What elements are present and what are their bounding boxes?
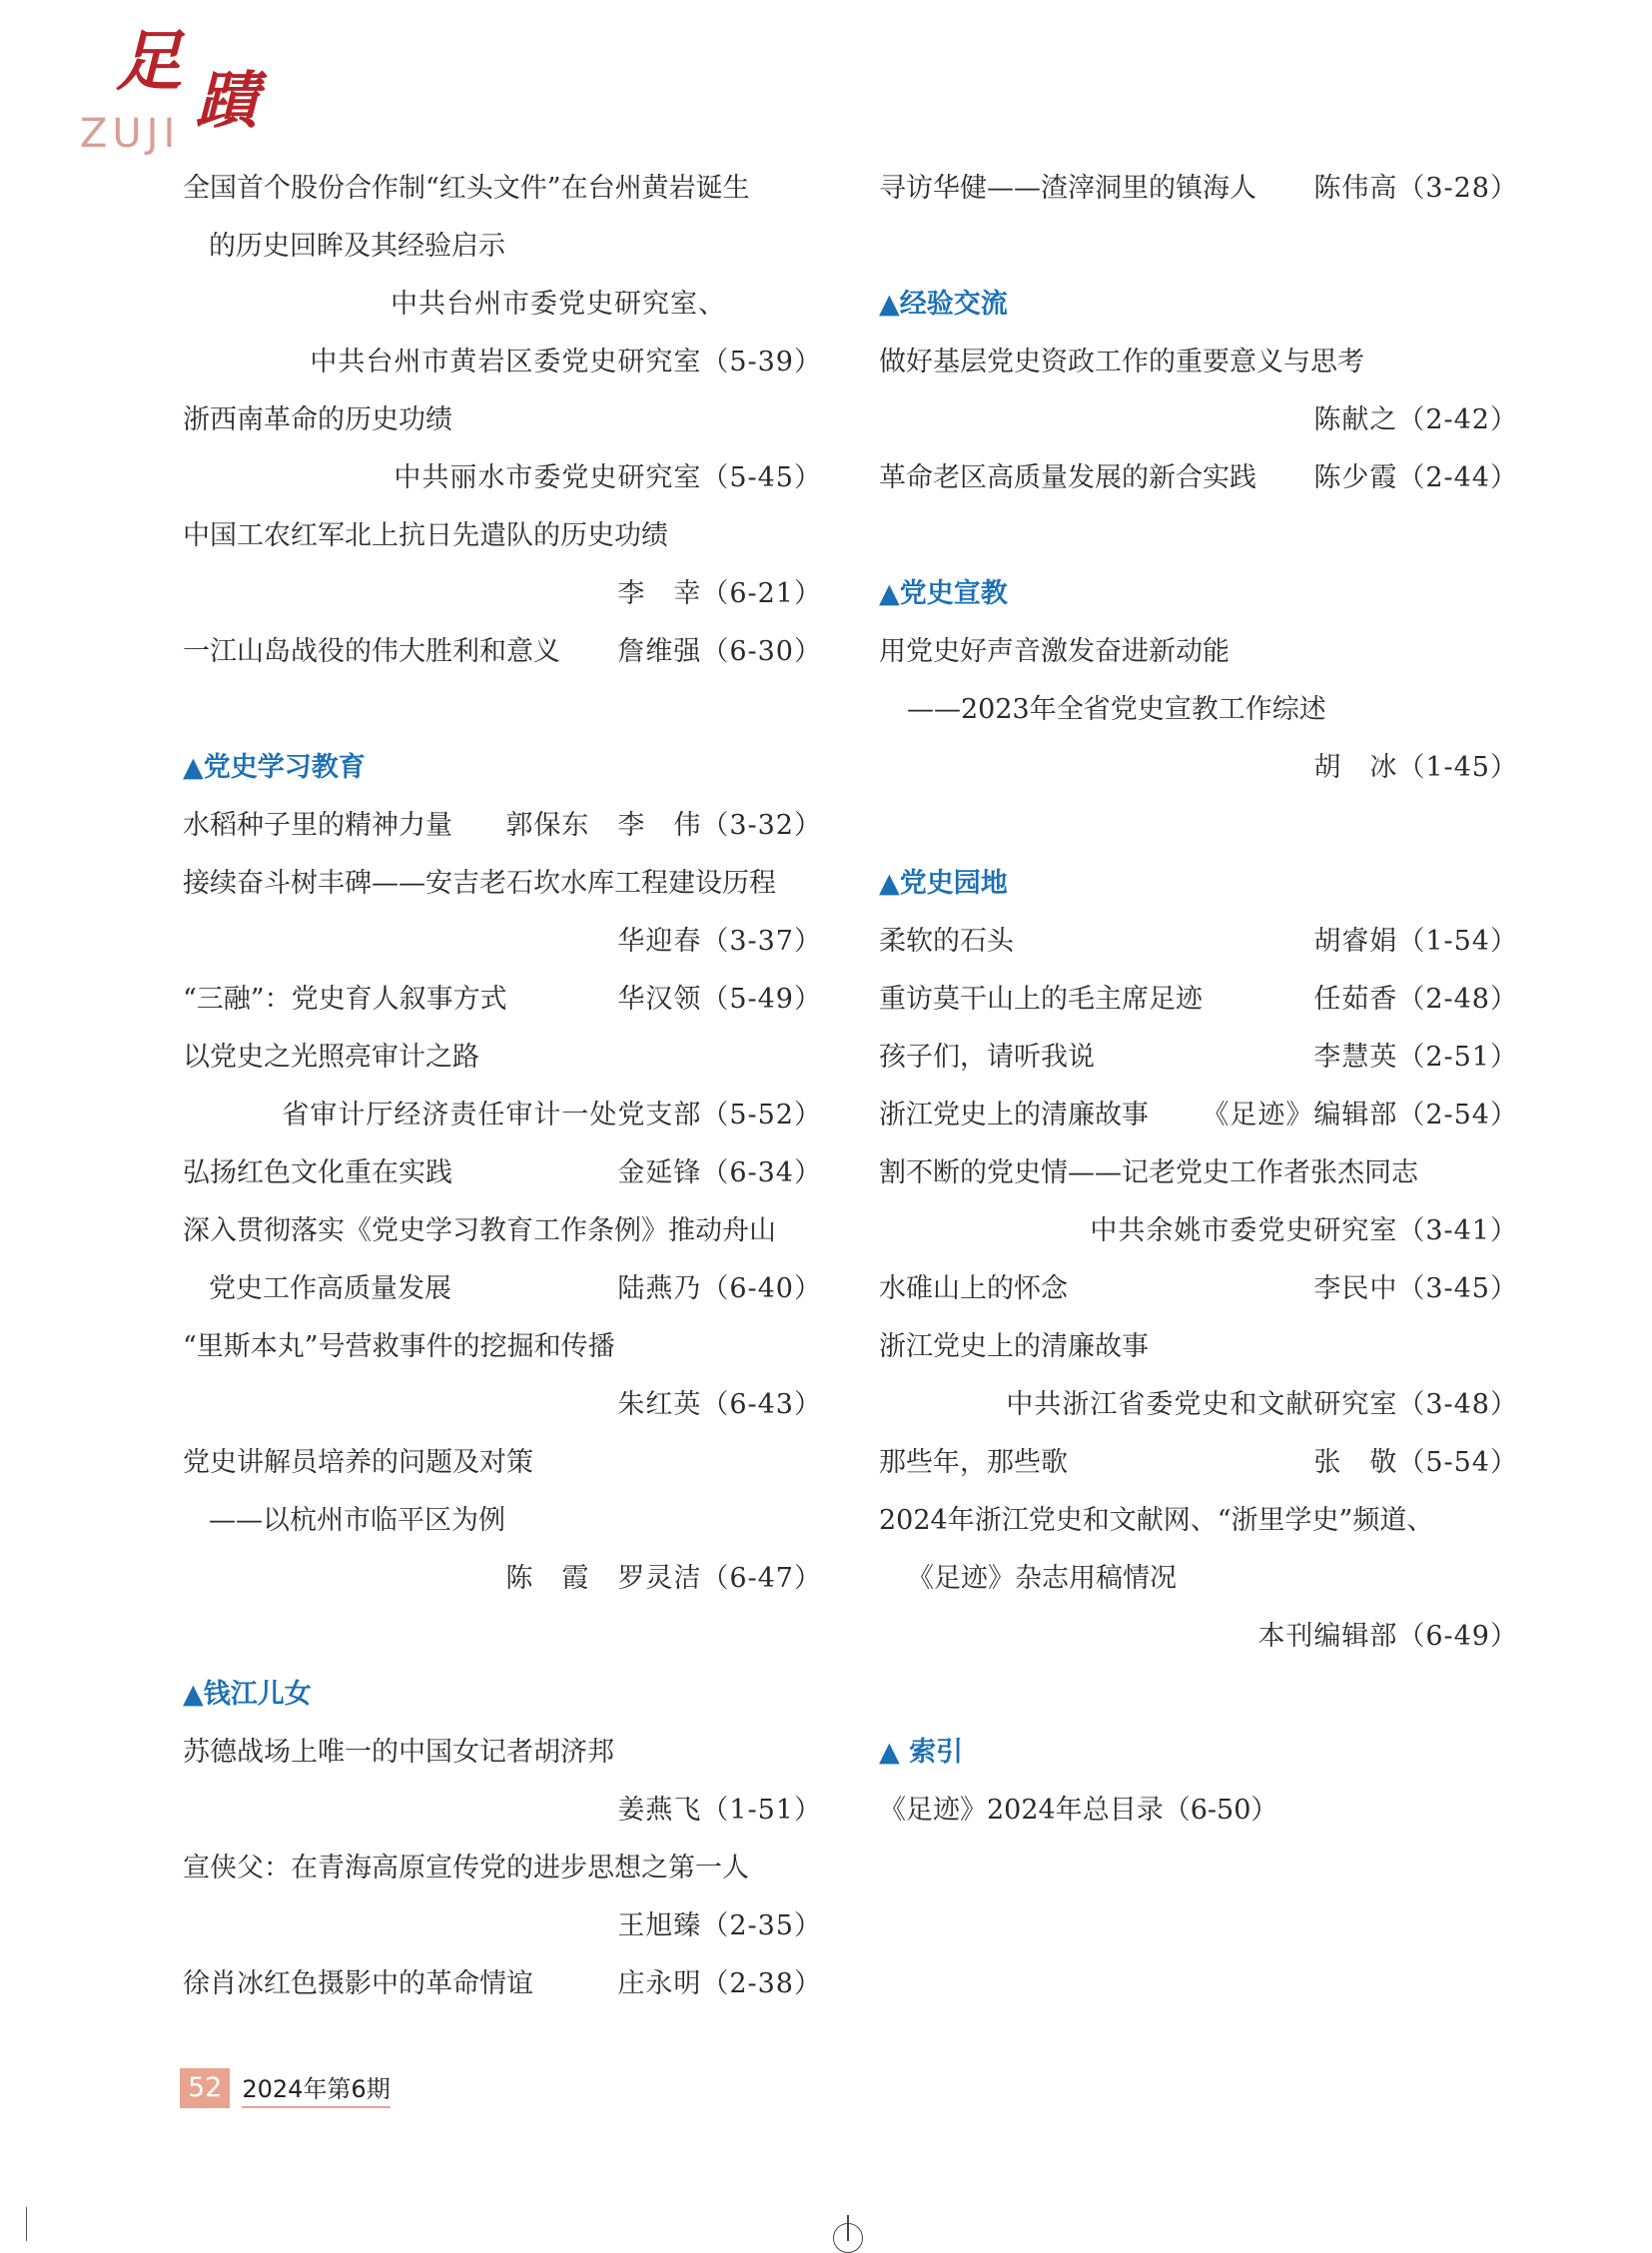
toc-entry bbox=[183, 1202, 822, 1260]
toc-entry bbox=[183, 1724, 822, 1782]
entry-author: 李慧英（2-51） bbox=[1313, 1042, 1518, 1073]
right-column bbox=[879, 160, 1518, 1840]
toc-entry-continued bbox=[183, 1492, 822, 1550]
entry-title: 柔软的石头 bbox=[879, 926, 1014, 957]
toc-entry bbox=[879, 1087, 1518, 1144]
toc-entry bbox=[879, 160, 1518, 218]
toc-author: 中共余姚市委党史研究室（3-41） bbox=[1090, 1215, 1518, 1246]
entry-author: 陆燕乃（6-40） bbox=[617, 1273, 822, 1304]
toc-entry bbox=[183, 160, 822, 218]
entry-title: 宣侠父：在青海高原宣传党的进步思想之第一人 bbox=[183, 1853, 749, 1883]
toc-entry bbox=[879, 1260, 1518, 1318]
toc-author: 王旭臻（2-35） bbox=[617, 1910, 822, 1941]
toc-entry bbox=[879, 1144, 1518, 1202]
entry-title: 水稻种子里的精神力量 bbox=[183, 810, 452, 841]
toc-author: 中共丽水市委党史研究室（5-45） bbox=[394, 462, 822, 493]
section-heading: ▲钱江儿女 bbox=[183, 1679, 312, 1710]
entry-title: “里斯本丸”号营救事件的挖掘和传播 bbox=[183, 1331, 615, 1362]
toc-author: 中共台州市委党史研究室、 bbox=[391, 289, 726, 320]
toc-author: 本刊编辑部（6-49） bbox=[1257, 1621, 1518, 1652]
toc-entry bbox=[879, 1492, 1518, 1550]
entry-author: 金延锋（6-34） bbox=[617, 1157, 822, 1188]
toc-author: 中共浙江省委党史和文献研究室（3-48） bbox=[1006, 1389, 1518, 1420]
entry-title: 2024年浙江党史和文献网、“浙里学史”频道、 bbox=[879, 1505, 1434, 1536]
toc-author: 姜燕飞（1-51） bbox=[617, 1795, 822, 1826]
toc-entry-continued bbox=[879, 681, 1518, 739]
entry-author: 胡睿娟（1-54） bbox=[1313, 926, 1518, 957]
entry-title-line2: 的历史回眸及其经验启示 bbox=[209, 231, 505, 262]
entry-title: 接续奋斗树丰碑——安吉老石坎水库工程建设历程 bbox=[183, 868, 776, 899]
entry-author: 《足迹》编辑部（2-54） bbox=[1202, 1100, 1518, 1130]
toc-entry bbox=[183, 797, 822, 855]
logo-char-2: 蹟 bbox=[196, 64, 259, 137]
toc-author: 省审计厅经济责任审计一处党支部（5-52） bbox=[282, 1100, 822, 1130]
entry-title: 割不断的党史情——记老党史工作者张杰同志 bbox=[879, 1157, 1418, 1188]
entry-author: 张 敬（5-54） bbox=[1313, 1447, 1518, 1478]
toc-entry bbox=[879, 1434, 1518, 1492]
entry-author: 陈伟高（3-28） bbox=[1313, 173, 1518, 204]
toc-entry-continued bbox=[183, 218, 822, 276]
entry-title: 那些年，那些歌 bbox=[879, 1447, 1068, 1478]
section-heading: ▲ 索引 bbox=[879, 1737, 964, 1768]
entry-title-line2: 党史工作高质量发展 bbox=[209, 1273, 451, 1304]
toc-entry bbox=[183, 971, 822, 1029]
page-footer bbox=[180, 2066, 391, 2110]
entry-title: 用党史好声音激发奋进新动能 bbox=[879, 636, 1230, 667]
toc-author: 胡 冰（1-45） bbox=[1313, 752, 1518, 783]
entry-author: 任茹香（2-48） bbox=[1313, 984, 1518, 1015]
entry-title: “三融”：党史育人叙事方式 bbox=[183, 984, 507, 1015]
entry-title: 浙江党史上的清廉故事 bbox=[879, 1331, 1149, 1362]
entry-title: 中国工农红军北上抗日先遣队的历史功绩 bbox=[183, 520, 668, 551]
toc-entry bbox=[183, 623, 822, 681]
entry-title: 徐肖冰红色摄影中的革命情谊 bbox=[183, 1968, 533, 1999]
entry-title: 党史讲解员培养的问题及对策 bbox=[183, 1447, 533, 1478]
toc-author: 李 幸（6-21） bbox=[617, 578, 822, 609]
entry-title: 弘扬红色文化重在实践 bbox=[183, 1157, 452, 1188]
issue-label: 2024年第6期 bbox=[242, 2069, 390, 2108]
toc-entry bbox=[879, 1318, 1518, 1376]
entry-author: 詹维强（6-30） bbox=[617, 636, 822, 667]
entry-title: 革命老区高质量发展的新合实践 bbox=[879, 462, 1256, 493]
toc-entry bbox=[183, 1434, 822, 1492]
entry-author: 华汉领（5-49） bbox=[617, 984, 822, 1015]
toc-entry bbox=[879, 1782, 1518, 1840]
toc-author: 中共台州市黄岩区委党史研究室（5-39） bbox=[310, 347, 822, 377]
toc-author: 华迎春（3-37） bbox=[617, 926, 822, 957]
left-column bbox=[183, 160, 822, 2013]
magazine-logo bbox=[78, 22, 278, 158]
toc-entry bbox=[879, 623, 1518, 681]
toc-entry bbox=[879, 1029, 1518, 1087]
toc-entry bbox=[183, 1840, 822, 1897]
toc-entry bbox=[879, 334, 1518, 391]
section-heading: ▲党史宣教 bbox=[879, 578, 1008, 609]
entry-title: 重访莫干山上的毛主席足迹 bbox=[879, 984, 1203, 1015]
entry-title: 水碓山上的怀念 bbox=[879, 1273, 1068, 1304]
toc-entry-continued bbox=[879, 1550, 1518, 1608]
entry-title-line2: ——2023年全省党史宣教工作综述 bbox=[907, 694, 1326, 725]
entry-title: 全国首个股份合作制“红头文件”在台州黄岩诞生 bbox=[183, 173, 750, 204]
entry-title: 《足迹》2024年总目录（6-50） bbox=[879, 1795, 1278, 1826]
entry-author: 庄永明（2-38） bbox=[617, 1968, 822, 1999]
toc-entry-continued bbox=[183, 1260, 822, 1318]
entry-author: 郭保东 李 伟（3-32） bbox=[505, 810, 822, 841]
registration-mark-line bbox=[847, 2215, 849, 2241]
toc-entry bbox=[183, 1955, 822, 2013]
toc-entry bbox=[183, 391, 822, 449]
toc-entry bbox=[879, 971, 1518, 1029]
toc-entry bbox=[879, 913, 1518, 971]
entry-author: 陈少霞（2-44） bbox=[1313, 462, 1518, 493]
entry-title: 浙西南革命的历史功绩 bbox=[183, 404, 452, 435]
toc-author: 陈献之（2-42） bbox=[1313, 404, 1518, 435]
section-heading: ▲党史学习教育 bbox=[183, 752, 366, 783]
toc-entry bbox=[183, 1029, 822, 1087]
toc-author: 陈 霞 罗灵洁（6-47） bbox=[505, 1563, 822, 1594]
toc-entry bbox=[183, 855, 822, 913]
toc-entry bbox=[183, 507, 822, 565]
entry-title-line2: ——以杭州市临平区为例 bbox=[209, 1505, 505, 1536]
toc-entry bbox=[879, 449, 1518, 507]
entry-title: 寻访华健——渣滓洞里的镇海人 bbox=[879, 173, 1256, 204]
entry-title: 做好基层党史资政工作的重要意义与思考 bbox=[879, 347, 1364, 377]
entry-title: 深入贯彻落实《党史学习教育工作条例》推动舟山 bbox=[183, 1215, 776, 1246]
entry-title: 浙江党史上的清廉故事 bbox=[879, 1100, 1149, 1130]
toc-author: 朱红英（6-43） bbox=[617, 1389, 822, 1420]
section-heading: ▲经验交流 bbox=[879, 289, 1008, 320]
page-number: 52 bbox=[180, 2068, 230, 2108]
entry-title: 孩子们，请听我说 bbox=[879, 1042, 1095, 1073]
toc-entry bbox=[183, 1318, 822, 1376]
entry-title-line2: 《足迹》杂志用稿情况 bbox=[907, 1563, 1177, 1594]
logo-latin: ZUJI bbox=[80, 111, 181, 157]
entry-author: 李民中（3-45） bbox=[1313, 1273, 1518, 1304]
entry-title: 以党史之光照亮审计之路 bbox=[183, 1042, 479, 1073]
section-heading: ▲党史园地 bbox=[879, 868, 1008, 899]
toc-entry bbox=[183, 1144, 822, 1202]
entry-title: 一江山岛战役的伟大胜利和意义 bbox=[183, 636, 560, 667]
crop-mark bbox=[26, 2207, 27, 2241]
entry-title: 苏德战场上唯一的中国女记者胡济邦 bbox=[183, 1737, 614, 1768]
logo-char-1: 足 bbox=[116, 22, 182, 100]
